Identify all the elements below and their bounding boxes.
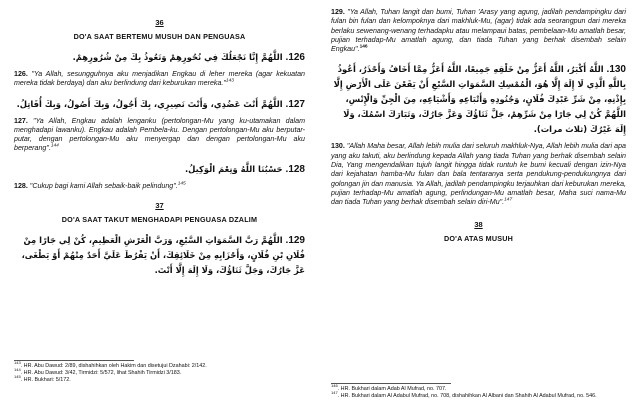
footnote-ref-145: 145 [177, 181, 186, 187]
arabic-text-128: حَسْبُنَا اللَّهُ وَنِعْمَ الْوَكِيلُ. [184, 163, 283, 174]
translation-126 [14, 70, 305, 89]
translation-text-129: "Ya Allah, Tuhan langit dan bumi, Tuhan 'Arasy yang agung, jadilah pendampingku dari fulan bin fulan dan kelompoknya dari makhluk-Mu, (agar) tidak ada seorangpun dari mereka berlaku sewenang-wenang terhadapku atau melampaui batas, pembelaan-Mu amatlah besar, pujian terhadap-Mu amatlah agung, dan tiada Tuhan yang berhak disembah selain Engkau".$^{146}$ [331, 8, 626, 54]
footnote-ref-143: 143 [225, 78, 234, 84]
translation-number-130: 130. [331, 142, 345, 151]
translation-number-128: 128. [14, 181, 28, 190]
arabic-text-126: اللَّهُمَّ إِنَّا نَجْعَلُكَ فِي نُحُورِهِمْ وَنَعُوذُ بِكَ مِنْ شُرُورِهِمْ. [72, 52, 283, 62]
arabic-dua-127 [14, 97, 305, 112]
arabic-text-129: اللَّهُمَّ رَبَّ السَّمَوَاتِ السَّبْعِ، وَرَبَّ الْعَرْشِ الْعَظِيمِ، كُنْ لِي جَارًا مِنْ فُلَانِ بْنِ فُلَانٍ، وَأَحْزَابِهِ مِنْ خَلَائِقِكَ، أَنْ يَفْرُطَ عَلَيَّ أَحَدٌ مِنْهُمْ أَوْ يَطْغَى، عَزَّ جَارُكَ، وَجَلَّ ثَنَاؤُكَ، وَلَا إِلَهَ إِلَّا أَنْتَ. [21, 235, 305, 276]
translation-text-126: "Ya Allah, sesungguhnya aku menjadikan Engkau di leher mereka (agar kekuatan mereka tidak berdaya) dan aku berlindung dari kebur​uk​an mereka."$^{143}$ [14, 70, 305, 88]
footnote-145: $^{145}$. HR. Bukhari: 5/172. [14, 374, 71, 383]
arabic-dua-130 [331, 62, 626, 137]
section-number-36: 36 [155, 18, 164, 27]
footnote-146: $^{146}$. HR. Bukhari dalam Adab Al Mufrad, no. 707. [331, 383, 447, 392]
arabic-text-130: اللَّهُ أَكْبَرُ، اللَّهُ أَعَزُّ مِنْ خَلْقِهِ جَمِيعًا، اللَّهُ أَعَزُّ مِمَّا أَخَافُ وَأَحْذَرُ، أَعُوذُ بِاللَّهِ الَّذِي لَا إِلَهَ إِلَّا هُوَ، الْمُمْسِكِ السَّمَوَاتِ السَّبْعِ أَنْ يَقَعْنَ عَلَى الْأَرْضِ إِلَّا بِإِذْنِهِ، مِنْ شَرِّ عَبْدِكَ فُلَانٍ، وَجُنُودِهِ وَأَتْبَاعِهِ وَأَشْيَاعِهِ، مِنَ الْجِنِّ وَالْإِنْسِ، اللَّهُمَّ كُنْ لِي جَارًا مِنْ شَرِّهِمْ، جَلَّ ثَنَاؤُكَ وَعَزَّ جَارُكَ، وَتَبَارَكَ اسْمُكَ، وَلَا إِلَهَ غَيْرُكَ (ثلاث مرات). [333, 64, 626, 135]
footnote-ref-147: 147 [504, 197, 513, 203]
right-page [319, 0, 638, 416]
arabic-dua-128 [14, 162, 305, 177]
translation-128 [14, 182, 305, 191]
footnote-147: $^{147}$. HR. Bukhari dalam Al Adabul Mufrad, no. 708, dishahihkan Al Albani dan Shahih Al Adabul Mufrad, no. 546. [331, 390, 597, 399]
arabic-number-130: 130. [606, 64, 626, 76]
translation-127 [14, 117, 305, 154]
section-number-37: 37 [155, 201, 164, 211]
translation-number-126: 126. [14, 70, 28, 78]
arabic-number-126: 126. [285, 52, 305, 63]
arabic-text-127: اللَّهُمَّ أَنْتَ عَضُدِي، وَأَنْتَ نَصِيرِي، بِكَ أَجُولُ، وَبِكَ أَصُولُ، وَبِكَ أُقَاتِلُ. [16, 98, 283, 109]
section-title-37: DO'A SAAT TAKUT MENGHADAPI PENGUASA DZALIM [61, 215, 258, 225]
arabic-dua-129 [14, 233, 305, 278]
arabic-number-127: 127. [285, 98, 305, 110]
translation-130 [331, 142, 626, 207]
translation-number-127: 127. [14, 116, 28, 125]
arabic-number-129: 129. [285, 235, 305, 247]
translation-number-129: 129. [331, 8, 345, 16]
section-title-38: DO'A ATAS MUSUH [444, 233, 513, 243]
footnotes-left [14, 360, 305, 384]
translation-129 [331, 8, 626, 54]
translation-text-128: "Cukup bagi kami Allah sebaik-baik pelindung".$^{145}$ [29, 181, 186, 190]
footnote-ref-144: 144 [50, 144, 59, 150]
footnote-143: $^{143}$. HR. Abu Dawud: 2/89, dishahihkan oleh Hakim dan disetujui Dzahabi: 2/142. [14, 360, 207, 369]
footnote-divider [14, 360, 134, 361]
footnote-divider [331, 383, 451, 384]
section-number-38: 38 [474, 219, 483, 229]
translation-text-130: "Allah Maha besar, Allah lebih mulia dari seluruh makhluk-Nya, Allah lebih mulia dari apa yang aku takuti, aku berlindung kepada Allah yang tiada Tuhan yang berhak disembah selain Dia, Yang mengendalikan tujuh langit hingga tidak runtuh ke bumi kecuali dengan izin-Nya dari kejahatan hamba-Mu fulan dan bala tentaranya serta pendukung-pendukungnya dari golongan jin dan manusia. Ya Allah, jadilah pendampingku terjauhkan dari keburukan mereka, pujian terhadap-Mu amatlah agung, perlindungan-Mu amatlah besar, Maha suci nama-Mu dan tiada Tuhan yang berhak disembah selain diri-Mu".$^{147}$ [331, 142, 626, 207]
arabic-number-128: 128. [285, 163, 305, 175]
footnote-ref-146: 146 [359, 44, 368, 50]
footnote-144: $^{144}$. HR. Abu Dawud: 3/42, Tirmidzi: 5/572, lihat Shahih Tirmidzi 3/183. [14, 367, 182, 376]
footnotes-right [331, 383, 626, 400]
arabic-dua-126 [14, 50, 305, 65]
translation-text-127: "Ya Allah, Engkau adalah lenganku (pertolongan-Mu yang ku-utamakan dalam menghadapi lawanku). Engkau adalah Pembela-ku. Dengan pertolongan-Mu aku berputar-putar, dengan pertolongan-Mu aku menyergap dan dengan pertolongan-Mu aku berperang".$^{144}$ [14, 116, 305, 153]
section-title-36: DO'A SAAT BERTEMU MUSUH DAN PENGUASA [73, 32, 246, 41]
